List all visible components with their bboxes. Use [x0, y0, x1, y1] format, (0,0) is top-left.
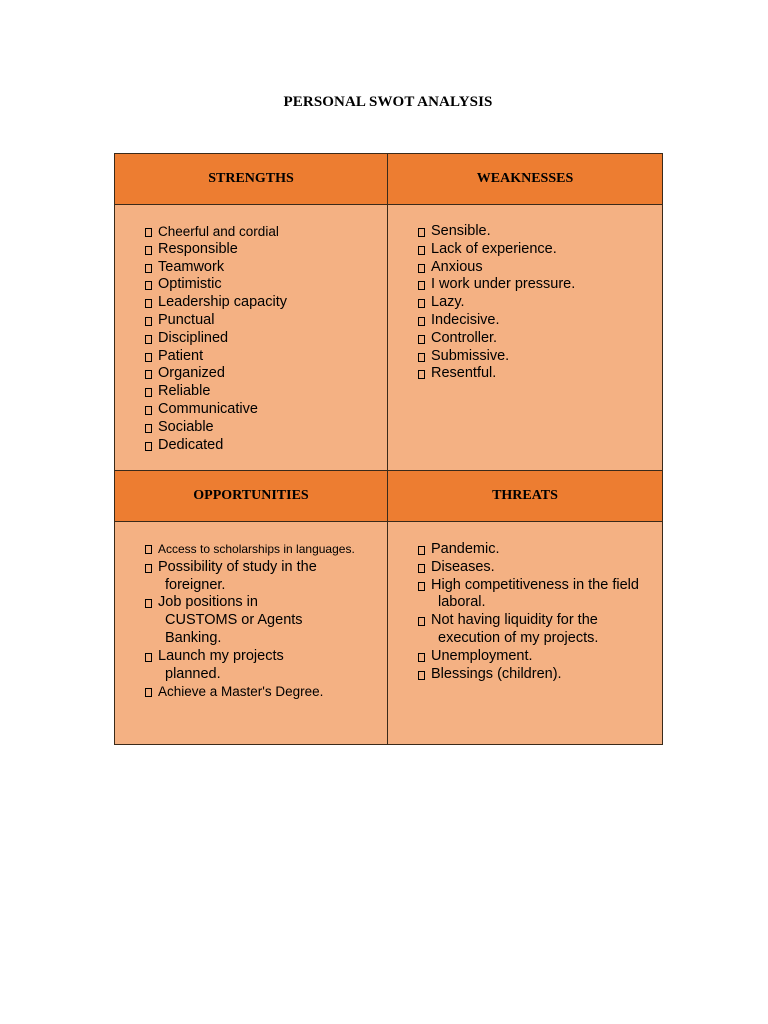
square-bullet-icon — [418, 671, 425, 680]
threats-header: THREATS — [388, 471, 663, 522]
opportunities-header: OPPORTUNITIES — [115, 471, 388, 522]
square-bullet-icon — [418, 353, 425, 362]
square-bullet-icon — [145, 353, 152, 362]
threats-cell — [388, 522, 663, 745]
list-item: Job positions in CUSTOMS or Agents Banking. — [145, 594, 387, 647]
list-item: Possibility of study in the foreigner. — [145, 559, 387, 595]
list-item: Organized — [145, 365, 387, 383]
list-item: Teamwork — [145, 259, 387, 277]
square-bullet-icon — [145, 406, 152, 415]
square-bullet-icon — [418, 317, 425, 326]
strengths-header: STRENGTHS — [115, 154, 388, 205]
list-item: Communicative — [145, 401, 387, 419]
list-item: Dedicated — [145, 437, 387, 455]
threats-list — [388, 522, 662, 683]
list-item: Achieve a Master's Degree. — [145, 683, 387, 701]
square-bullet-icon — [145, 599, 152, 608]
square-bullet-icon — [145, 246, 152, 255]
square-bullet-icon — [418, 370, 425, 379]
list-item: Anxious — [418, 259, 662, 277]
list-item: Patient — [145, 348, 387, 366]
list-item: Unemployment. — [418, 648, 662, 666]
square-bullet-icon — [145, 653, 152, 662]
square-bullet-icon — [418, 335, 425, 344]
opportunities-list — [115, 522, 387, 701]
square-bullet-icon — [145, 545, 152, 554]
list-item: Blessings (children). — [418, 666, 662, 684]
list-item: Launch my projects planned. — [145, 648, 387, 684]
list-item: Reliable — [145, 383, 387, 401]
square-bullet-icon — [145, 442, 152, 451]
square-bullet-icon — [145, 317, 152, 326]
weaknesses-header: WEAKNESSES — [388, 154, 663, 205]
list-item: Punctual — [145, 312, 387, 330]
square-bullet-icon — [145, 370, 152, 379]
square-bullet-icon — [145, 688, 152, 697]
square-bullet-icon — [418, 546, 425, 555]
page-title: PERSONAL SWOT ANALYSIS — [283, 94, 493, 110]
list-item: Leadership capacity — [145, 294, 387, 312]
square-bullet-icon — [145, 335, 152, 344]
list-item: Optimistic — [145, 276, 387, 294]
strengths-cell — [115, 205, 388, 471]
weaknesses-cell — [388, 205, 663, 471]
square-bullet-icon — [418, 582, 425, 591]
list-item: Not having liquidity for the execution of my projects. — [418, 612, 662, 648]
list-item: Disciplined — [145, 330, 387, 348]
square-bullet-icon — [145, 424, 152, 433]
weaknesses-list — [388, 205, 662, 383]
list-item: Pandemic. — [418, 541, 662, 559]
square-bullet-icon — [145, 264, 152, 273]
list-item: Lack of experience. — [418, 241, 662, 259]
square-bullet-icon — [145, 388, 152, 397]
list-item: Access to scholarships in languages. — [145, 541, 387, 559]
square-bullet-icon — [418, 299, 425, 308]
strengths-list — [115, 205, 387, 454]
square-bullet-icon — [145, 564, 152, 573]
list-item: Responsible — [145, 241, 387, 259]
square-bullet-icon — [418, 264, 425, 273]
list-item: Controller. — [418, 330, 662, 348]
square-bullet-icon — [418, 653, 425, 662]
square-bullet-icon — [145, 281, 152, 290]
list-item: High competitiveness in the field laboral. — [418, 577, 662, 613]
list-item: Sociable — [145, 419, 387, 437]
square-bullet-icon — [418, 228, 425, 237]
list-item: Sensible. — [418, 223, 662, 241]
list-item: Resentful. — [418, 365, 662, 383]
opportunities-cell — [115, 522, 388, 745]
list-item: Submissive. — [418, 348, 662, 366]
list-item: I work under pressure. — [418, 276, 662, 294]
list-item: Lazy. — [418, 294, 662, 312]
square-bullet-icon — [418, 617, 425, 626]
swot-table — [114, 153, 663, 745]
list-item: Diseases. — [418, 559, 662, 577]
list-item: Indecisive. — [418, 312, 662, 330]
square-bullet-icon — [145, 299, 152, 308]
square-bullet-icon — [418, 281, 425, 290]
list-item: Cheerful and cordial — [145, 223, 387, 241]
square-bullet-icon — [145, 228, 152, 237]
square-bullet-icon — [418, 564, 425, 573]
square-bullet-icon — [418, 246, 425, 255]
